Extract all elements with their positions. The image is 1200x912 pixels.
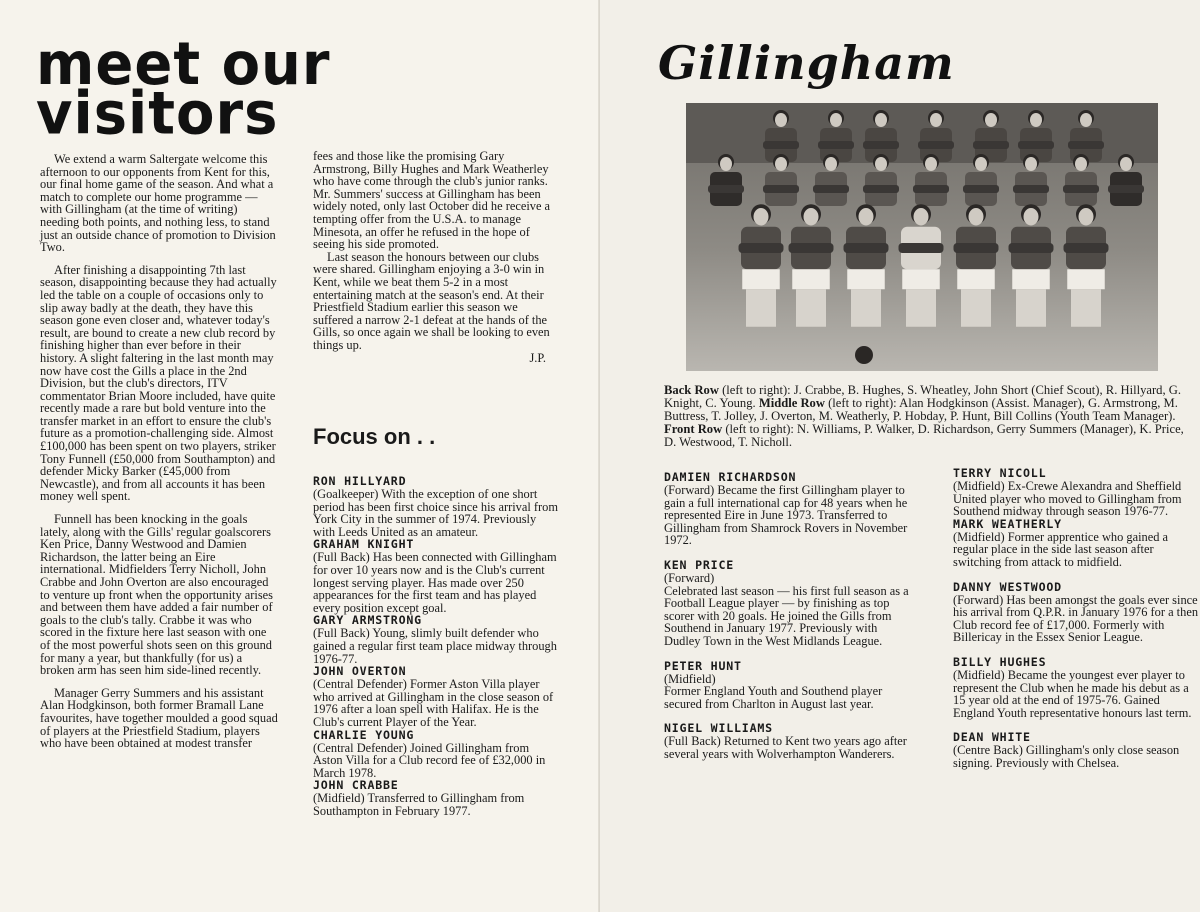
player-profile <box>313 538 558 614</box>
caption-back-text: (left to right): J. Crabbe, B. Hughes, S. Wheatley, John Short (Chief Scout), R. Hillyard, G. Knight, C. Young. <box>664 383 1181 410</box>
headline-line-2: visitors <box>36 79 279 149</box>
player-profile <box>313 475 558 538</box>
player-name: JOHN CRABBE <box>313 778 399 793</box>
player-description: (Midfield) Former apprentice who gained a regular place in the side last season after switching from attack to midfield. <box>953 529 1169 569</box>
player-profile <box>313 614 558 665</box>
player-name: KEN PRICE <box>664 557 735 572</box>
player-name: CHARLIE YOUNG <box>313 727 415 742</box>
player-description: (Forward) Became the first Gillingham player to gain a full international cap for 48 years when he represented Eire in June 1973. Transferred to Gillingham from Shamrock Rovers in November 1972. <box>664 483 908 548</box>
player-name: NIGEL WILLIAMS <box>664 721 773 736</box>
player-name: DEAN WHITE <box>953 730 1031 745</box>
player-profile <box>664 660 916 711</box>
player-name: GARY ARMSTRONG <box>313 613 422 628</box>
article-paragraph: After finishing a disappointing 7th last season, disappointing because they had actually led the table on a couple of occasions only to slip away badly at the death, they have this season gone even closer and, whatever today's result, are bound to create a new club record by finishing higher than ever before in their history. A slight faltering in the last month may now have cost the Gills a place in the 2nd Division, but the club's directors, ITV commentator Brian Moore included, have quite recently made a rare but bold venture into the transfer market in an effort to ensure the club's future as a promotion-challenging side. Almost £100,000 has been spent on two players, striker Tony Funnell (£50,000 from Southampton) and defender Micky Barker (£45,000 from Newcastle), and from all accounts it has been money well spent. <box>40 262 277 504</box>
player-description: (Central Defender) Joined Gillingham from Aston Villa for a Club record fee of £32,000 in March 1978. <box>313 740 546 780</box>
player-description: (Full Back) Returned to Kent two years ago after several years with Wolverhampton Wanderers. <box>664 734 907 761</box>
football-icon <box>855 346 873 364</box>
player-name: BILLY HUGHES <box>953 654 1047 669</box>
caption-front-text: (left to right): N. Williams, P. Walker, D. Richardson, Gerry Summers (Manager), K. Price, D. Westwood, T. Nicholl. <box>664 422 1184 449</box>
player-name: PETER HUNT <box>664 658 742 673</box>
player-name: JOHN OVERTON <box>313 664 407 679</box>
author-signature: J.P. <box>529 350 546 365</box>
player-description: (Central Defender) Former Aston Villa player who arrived at Gillingham in the close season of 1976 after a loan spell with Halifax. He is the Club's current Player of the Year. <box>313 677 554 729</box>
player-description: (Midfield) Ex-Crewe Alexandra and Sheffield United player who moved to Gillingham from Southend midway through season 1976-77. <box>953 479 1182 519</box>
page-headline <box>36 30 331 149</box>
article-paragraph: We extend a warm Saltergate welcome this afternoon to our opponents from Kent for this, our final home game of the season. And what a match to complete our home programme — with Gillingham (at the time of writing) needing both points, and nothing less, to stand just an outside chance of promotion to Division Two. <box>40 152 276 255</box>
player-profile <box>953 467 1198 518</box>
caption-front-label: Front Row <box>664 422 723 436</box>
player-description: (Forward) Has been amongst the goals ever since his arrival from Q.P.R. in January 1976 for a then Club record fee of £17,000. Formerly with Billericay in the Essex Senior League. <box>953 592 1199 645</box>
focus-player-list <box>313 475 558 817</box>
player-profile <box>313 779 558 817</box>
player-name: RON HILLYARD <box>313 474 407 488</box>
player-profile <box>953 518 1198 569</box>
player-description: (Midfield) Became the youngest ever player to represent the Club when he made his debut as a 15 year old at the end of 1975-76. Gained England Youth representative honours last term. <box>953 667 1192 720</box>
player-name: DAMIEN RICHARDSON <box>664 470 797 484</box>
headline-line-1: meet our <box>36 30 331 99</box>
caption-middle-text: (left to right): Alan Hodgkinson (Assist. Manager), G. Armstrong, M. Buttress, T. Jolley, J. Overton, M. Weatherly, P. Hobday, P. Hunt, Bill Collins (Youth Team Manager). <box>664 396 1178 423</box>
player-description: (Midfield) Transferred to Gillingham from Southampton in February 1977. <box>313 791 525 818</box>
player-profile <box>664 471 916 547</box>
caption-middle-label: Middle Row <box>758 396 825 410</box>
club-title: Gillingham <box>658 36 955 90</box>
player-profile <box>313 729 558 780</box>
player-profile <box>953 581 1198 644</box>
profiles-column-a <box>664 471 916 761</box>
player-description: (Midfield) Former England Youth and Southend player secured from Charlton in August last year. <box>664 671 883 711</box>
player-name: MARK WEATHERLY <box>953 516 1062 531</box>
player-profile <box>664 722 916 760</box>
caption-text <box>664 384 1199 449</box>
caption-back-label: Back Row <box>664 383 719 397</box>
player-profile <box>313 665 558 728</box>
player-name: TERRY NICOLL <box>953 466 1047 480</box>
player-description: (Goalkeeper) With the exception of one short period has been first choice since his arrival from York City in the summer of 1974. Previously with Leeds United as an amateur. <box>313 487 558 539</box>
team-photo <box>686 103 1158 371</box>
article-column-2 <box>313 150 556 364</box>
player-description: (Forward) Celebrated last season — his first full season as a Football League player — by finishing as top scorer with 20 goals. He joined the Gills from Southend in January 1977. Previously with Dudley Town in the West Midlands League. <box>664 570 909 648</box>
player-description: (Centre Back) Gillingham's only close season signing. Previously with Chelsea. <box>953 743 1180 770</box>
photo-caption <box>664 384 1199 449</box>
player-profile <box>664 559 916 648</box>
article-paragraph: Last season the honours between our clubs were shared. Gillingham enjoying a 3-0 win in Kent, while we beat them 5-2 in a most entertaining match at the season's end. At their Priestfield Stadium earlier this season we suffered a narrow 2-1 defeat at the hands of the Gills, so once again we shall be looking to even things up. <box>313 249 550 352</box>
profiles-column-b <box>953 467 1198 770</box>
player-profile <box>953 656 1198 719</box>
player-description: (Full Back) Young, slimly built defender who gained a regular first team place midway through 1976-77. <box>313 626 557 666</box>
team-players-figures <box>708 110 1144 364</box>
article-column-1 <box>40 153 278 750</box>
team-photo-image <box>686 103 1158 371</box>
player-profile <box>953 731 1198 769</box>
article-paragraph: Funnell has been knocking in the goals lately, along with the Gills' regular goalscorers Ken Price, Danny Westwood and Damien Richardson, the latter being an Eire international. Midfielders Terry Nicholl, John Crabbe and John Overton are also encouraged to venture up front when the opportunity arises and between them have added a fair number of goals to the club's tally. Crabbe it was who scored in the fixture here last season with one of the most powerful shots seen on this ground for many a year, but thankfully (for us) a broken arm has seen him side-lined recently. <box>40 512 273 678</box>
article-paragraph: fees and those like the promising Gary Armstrong, Billy Hughes and Mark Weatherley who have come through the club's junior ranks. Mr. Summers' success at Gillingham has been widely noted, only last October did he receive a tempting offer from the U.S.A. to manage Minesota, an offer he refused in the hope of seeing his side promoted. <box>313 149 551 252</box>
player-name: DANNY WESTWOOD <box>953 579 1062 594</box>
player-description: (Full Back) Has been connected with Gillingham for over 10 years now and is the Club's current longest serving player. Has made over 250 appearances for the first team and has played every position except goal. <box>313 550 557 615</box>
focus-heading: Focus on . . <box>313 424 436 449</box>
player-name: GRAHAM KNIGHT <box>313 537 415 552</box>
article-paragraph: Manager Gerry Summers and his assistant Alan Hodgkinson, both former Bramall Lane favourites, have together moulded a good squad of players at the Priestfield Stadium, players who have been obtained at modest transfer <box>40 685 278 751</box>
